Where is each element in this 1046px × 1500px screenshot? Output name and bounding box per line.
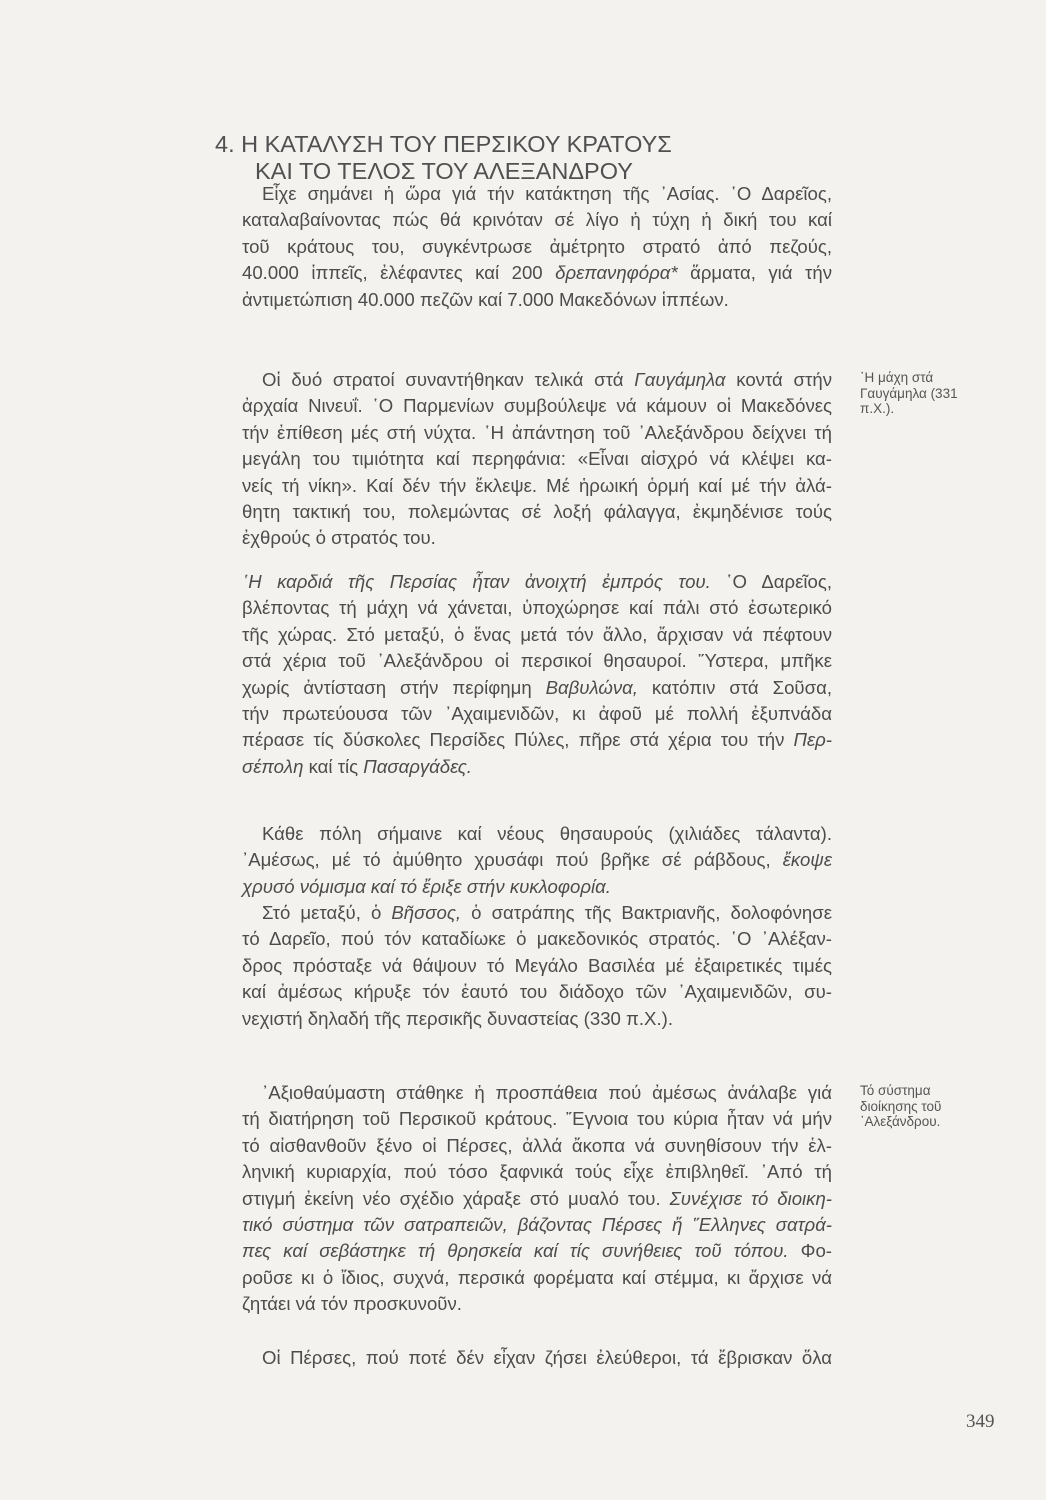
margin-note-gaugamela	[860, 370, 958, 417]
italic-text: Περ-	[793, 729, 832, 751]
text-span: χωρίς ἀντίσταση στήν περίφημη	[242, 676, 546, 698]
heading-line-2: ΚΑΙ ΤΟ ΤΕΛΟΣ ΤΟΥ ΑΛΕΞΑΝΔΡΟΥ	[255, 158, 633, 184]
text-span: ἀντιμετώπιση 40.000 πεζῶν καί 7.000 Μακεδόνων ἱππέων.	[242, 288, 729, 310]
paragraph	[242, 1080, 832, 1318]
section-heading	[215, 131, 735, 185]
text-span: Στό μεταξύ, ὁ	[262, 902, 392, 923]
italic-text: ῾Η καρδιά τῆς Περσίας ἦταν ἀνοιχτή ἐμπρός του.	[242, 571, 711, 592]
text-span: πέρασε τίς δύσκολες Περσίδες Πύλες, πῆρε στά χέρια του τήν	[242, 729, 794, 751]
text-span: Φο-	[788, 1240, 832, 1262]
text-line	[242, 207, 832, 233]
text-span: τήν ἐπίθεση μές στή νύχτα. ῾Η ἀπάντηση τοῦ ᾿Αλεξάνδρου δείχνει τή	[242, 421, 832, 443]
text-line	[242, 393, 832, 419]
italic-text: Συνέχισε τό διοικη-	[669, 1187, 832, 1209]
text-line	[242, 847, 832, 873]
text-line	[242, 874, 832, 900]
text-line	[242, 926, 832, 952]
text-line	[242, 900, 832, 926]
text-line	[242, 234, 832, 260]
text-line	[242, 1291, 832, 1317]
paragraph	[242, 569, 832, 780]
text-line	[242, 1006, 832, 1032]
text-line	[242, 420, 832, 446]
note-line: Γαυγάμηλα (331	[860, 385, 958, 401]
text-span: Οἱ δυό στρατοί συναντήθηκαν τελικά στά	[262, 369, 635, 390]
text-span: καταλαβαίνοντας πώς θά κρινόταν σέ λίγο ἡ τύχη ἡ δική του καί	[242, 209, 832, 231]
italic-text: δρεπανηφόρα*	[555, 262, 678, 284]
text-line	[242, 1106, 832, 1132]
note-line: Τό σύστημα	[860, 1083, 931, 1098]
italic-text: Βαβυλώνα,	[545, 676, 638, 698]
text-span: ᾿Αξιοθαύμαστη στάθηκε ἡ προσπάθεια πού ἀμέσως ἀνάλαβε γιά	[262, 1082, 832, 1103]
text-span: τήν πρωτεύουσα τῶν ᾿Αχαιμενιδῶν, κι ἀφοῦ μέ πολλή ἐξυπνάδα	[242, 702, 832, 724]
paragraph	[242, 1345, 832, 1371]
paragraph	[242, 181, 832, 313]
text-span: νεχιστή δηλαδή τῆς περσικῆς δυναστείας (330 π.Χ.).	[242, 1007, 673, 1029]
text-span: μεγάλη του τιμιότητα καί περηφάνια: «Εἶναι αἰσχρό νά κλέψει κα-	[242, 448, 832, 470]
text-span: ἅρματα, γιά τήν	[677, 262, 832, 284]
italic-text: Γαυγάμηλα	[634, 369, 726, 390]
text-span: στά χέρια τοῦ ᾿Αλεξάνδρου οἱ περσικοί θησαυροί. ῞Υστερα, μπῆκε	[242, 650, 832, 672]
text-line	[242, 569, 832, 595]
italic-text: πες καί σεβάστηκε τή θρησκεία καί τίς συνήθειες τοῦ τόπου.	[242, 1240, 789, 1262]
text-span: τῆς χώρας. Στό μεταξύ, ὁ ἕνας μετά τόν ἄλλο, ἄρχισαν νά πέφτουν	[242, 623, 832, 645]
text-span: δρος πρόσταξε νά θάψουν τό Μεγάλο Βασιλέα μέ ἐξαιρετικές τιμές	[242, 954, 832, 976]
text-span: Οἱ Πέρσες, πού ποτέ δέν εἶχαν ζήσει ἐλεύθεροι, τά ἔβρισκαν ὅλα	[262, 1347, 832, 1368]
text-span: 40.000 ἱππεῖς, ἐλέφαντες καί 200	[242, 262, 556, 284]
text-line	[242, 953, 832, 979]
note-line: διοίκησης τοῦ	[860, 1098, 942, 1114]
text-line	[242, 701, 832, 727]
text-line	[242, 525, 832, 551]
text-span: Κάθε πόλη σήμαινε καί νέους θησαυρούς (χιλιάδες τάλαντα).	[262, 823, 832, 844]
text-span: βλέποντας τή μάχη νά χάνεται, ὑποχώρησε καί πάλι στό ἐσωτερικό	[242, 597, 832, 619]
text-span: θητη τακτική του, πολεμώντας σέ λοξή φάλαγγα, ἐκμηδένισε τούς	[242, 500, 832, 522]
text-line	[242, 1133, 832, 1159]
text-span: τοῦ κράτους του, συγκέντρωσε ἀμέτρητο στρατό ἀπό πεζούς,	[242, 235, 832, 257]
text-span: τή διατήρηση τοῦ Περσικοῦ κράτους. ῎Εγνοια του κύρια ἦταν νά μήν	[242, 1108, 832, 1130]
paragraph	[242, 821, 832, 900]
text-line	[242, 367, 832, 393]
text-line	[242, 446, 832, 472]
text-line	[242, 754, 832, 780]
italic-text: Βῆσσος,	[391, 902, 462, 923]
text-line	[242, 473, 832, 499]
text-line	[242, 648, 832, 674]
text-span: ῾Ο Δαρεῖος,	[710, 571, 832, 592]
text-span: ᾿Αμέσως, μέ τό ἀμύθητο χρυσάφι πού βρῆκε σέ ράβδους,	[242, 849, 783, 871]
text-span: καί ἀμέσως κήρυξε τόν ἑαυτό του διάδοχο τῶν ᾿Αχαιμενιδῶν, συ-	[242, 981, 832, 1003]
paragraph	[242, 900, 832, 1032]
text-line	[242, 1186, 832, 1212]
text-span: νείς τή νίκη». Καί δέν τήν ἔκλεψε. Μέ ἡρωική ὁρμή καί μέ τήν ἀλά-	[242, 474, 832, 496]
text-line	[242, 821, 832, 847]
text-span: ληνική κυριαρχία, πού τόσο ξαφνικά τούς εἶχε ἐπιβληθεῖ. ᾿Από τή	[242, 1161, 832, 1183]
heading-line-1: 4. Η ΚΑΤΑΛΥΣΗ ΤΟΥ ΠΕΡΣΙΚΟΥ ΚΡΑΤΟΥΣ	[215, 131, 672, 157]
note-line: ῾Η μάχη στά	[860, 370, 934, 385]
text-line	[242, 499, 832, 525]
text-line	[242, 1238, 832, 1264]
text-line	[242, 979, 832, 1005]
text-span: τό Δαρεῖο, πού τόν καταδίωκε ὁ μακεδονικός στρατός. ῾Ο ᾿Αλέξαν-	[242, 928, 832, 950]
italic-text: σέπολη	[242, 755, 304, 777]
text-line	[242, 1345, 832, 1371]
text-line	[242, 1159, 832, 1185]
italic-text: ἔκοψε	[782, 849, 832, 871]
text-span: ἀρχαία Νινευΐ. ῾Ο Παρμενίων συμβούλεψε νά κάμουν οἱ Μακεδόνες	[242, 395, 832, 417]
text-span: καί τίς	[303, 755, 364, 777]
text-line	[242, 1080, 832, 1106]
text-span: ζητάει νά τόν προσκυνοῦν.	[242, 1293, 462, 1315]
text-span: κοντά στήν	[725, 369, 832, 390]
text-span: τό αἰσθανθοῦν ξένο οἱ Πέρσες, ἀλλά ἄκοπα νά συνηθίσουν τήν ἑλ-	[242, 1134, 832, 1156]
paragraph	[242, 367, 832, 552]
text-line	[242, 1212, 832, 1238]
text-span: ὁ σατράπης τῆς Βακτριανῆς, δολοφόνησε	[461, 902, 833, 923]
text-line	[242, 181, 832, 207]
text-span: στιγμή ἐκείνη νέο σχέδιο χάραξε στό μυαλό του.	[242, 1187, 670, 1209]
margin-note-administration	[860, 1083, 941, 1130]
text-line	[242, 595, 832, 621]
text-line	[242, 287, 832, 313]
text-span: κατόπιν στά Σοῦσα,	[637, 676, 832, 698]
text-line	[242, 260, 832, 286]
text-span: ροῦσε κι ὁ ἴδιος, συχνά, περσικά φορέματα καί στέμμα, κι ἄρχισε νά	[242, 1266, 832, 1288]
text-span: ἐχθρούς ὁ στρατός του.	[242, 527, 436, 549]
text-line	[242, 1265, 832, 1291]
note-line: ᾿Αλεξάνδρου.	[860, 1114, 941, 1129]
text-line	[242, 727, 832, 753]
italic-text: τικό σύστημα τῶν σατραπειῶν, βάζοντας Πέρσες ἤ ῞Ελληνες σατρά-	[242, 1213, 832, 1235]
italic-text: Πασαργάδες.	[363, 755, 472, 777]
text-line	[242, 622, 832, 648]
italic-text: χρυσό νόμισμα καί τό ἔριξε στήν κυκλοφορία.	[242, 875, 611, 897]
note-line: π.Χ.).	[860, 401, 895, 416]
text-line	[242, 675, 832, 701]
text-span: Εἶχε σημάνει ἡ ὥρα γιά τήν κατάκτηση τῆς ᾿Ασίας. ῾Ο Δαρεῖος,	[262, 183, 832, 204]
page-number: 349	[966, 1411, 995, 1432]
